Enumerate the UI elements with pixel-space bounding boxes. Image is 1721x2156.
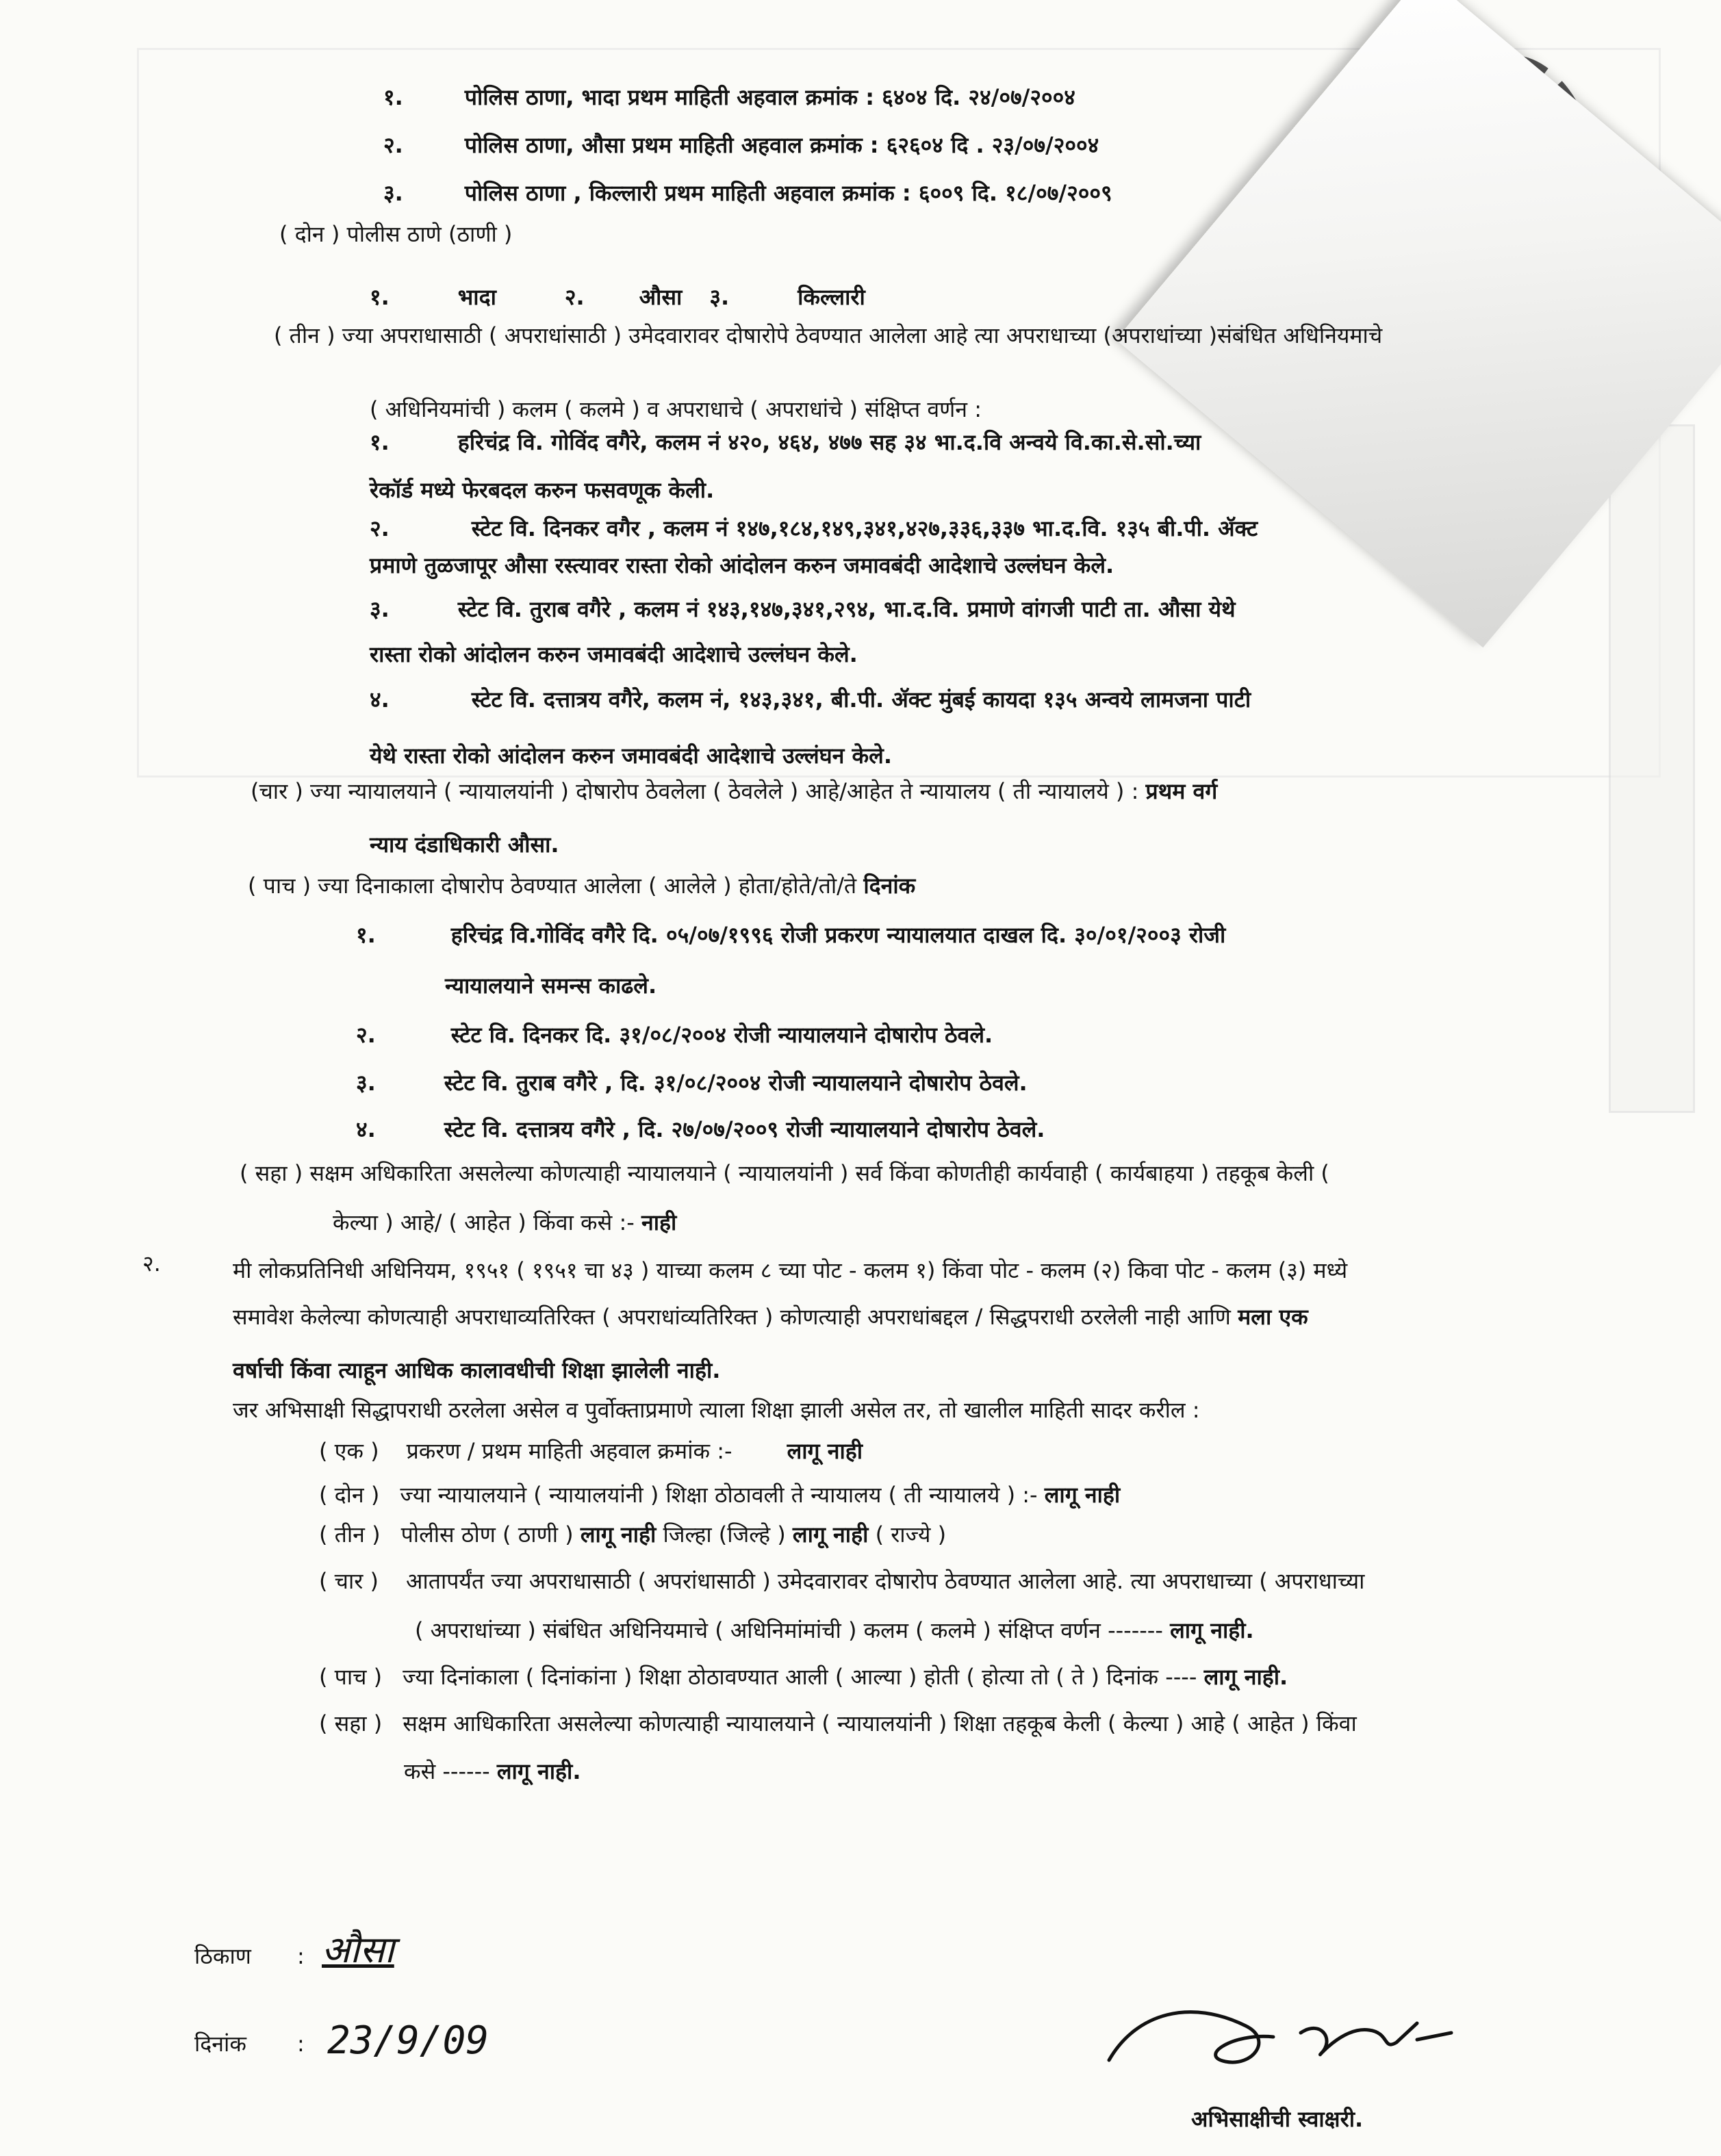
section-char: (चार ) ज्या न्यायालयाने ( न्यायालयांनी ) दोषारोप ठेवलेला ( ठेवलेले ) आहे/आहेत ते न्यायालय ( ती न्यायालये ) : प्रथम वर्ग [251,778,1218,804]
fir-item: ३. पोलिस ठाणा , किल्लारी प्रथम माहिती अहवाल क्रमांक : ६००९ दि. १८/०७/२००९ [383,180,1112,206]
charge-date-item: ४. स्टेट वि. दत्तात्रय वगैरे , दि. २७/०७/२००९ रोजी न्यायालयाने दोषारोप ठेवले. [356,1116,1045,1142]
info-item-cont: कसे ------ लागू नाही. [404,1758,581,1784]
signature-icon [1095,1985,1479,2094]
stamp-paper-strip [1609,424,1695,1113]
section-saha-line2: केल्या ) आहे/ ( आहेत ) किंवा कसे :- नाही [333,1209,677,1235]
signature-label: अभिसाक्षीची स्वाक्षरी. [1191,2106,1364,2132]
case-item: ४. स्टेट वि. दत्तात्रय वगैरे, कलम नं, १४३,३४१, बी.पी. ॲक्ट मुंबई कायदा १३५ अन्वये लामजना पाटी [370,686,1251,713]
date-colon: : [297,2031,305,2057]
info-item: ( एक ) प्रकरण / प्रथम माहिती अहवाल क्रमांक :- लागू नाही [319,1438,863,1464]
section-2-line: वर्षाची किंवा त्याहून आधिक कालावधीची शिक्षा झालेली नाही. [233,1357,721,1383]
case-item-cont: रास्ता रोको आंदोलन करुन जमावबंदी आदेशाचे उल्लंघन केले. [370,641,858,667]
section-2-number: २. [142,1250,161,1276]
charge-date-cont: न्यायालयाने समन्स काढले. [445,973,657,999]
date-handwritten: 23/9/09 [327,2018,489,2063]
place-handwritten: औसा [322,1928,394,1971]
case-item: ३. स्टेट वि. तुराब वगैरे , कलम नं १४३,१४७,३४१,२९४, भा.द.वि. प्रमाणे वांगजी पाटी ता. औसा येथे [370,596,1236,622]
section-paach: ( पाच ) ज्या दिनाकाला दोषारोप ठेवण्यात आलेला ( आलेले ) होता/होते/तो/ते दिनांक [248,873,916,899]
info-item-cont: ( अपराधांच्या ) संबंधित अधिनियमाचे ( अधिनिमांमांची ) कलम ( कलमे ) संक्षिप्त वर्णन ------- लागू नाही. [415,1617,1254,1643]
case-item-cont: प्रमाणे तुळजापूर औसा रस्त्यावर रास्ता रोको आंदोलन करुन जमावबंदी आदेशाचे उल्लंघन केले. [370,552,1114,578]
date-label: दिनांक [194,2031,246,2057]
section-2-line: समावेश केलेल्या कोणत्याही अपराधाव्यतिरिक्त ( अपराधांव्यतिरिक्त ) कोणत्याही अपराधांबद्दल / सिद्धपराधी ठरलेली नाही आणि मला एक [233,1304,1308,1330]
case-item-cont: रेकॉर्ड मध्ये फेरबदल करुन फसवणूक केली. [370,477,715,503]
station-list: १. भादा २. औसा ३. किल्लारी [370,284,865,310]
section-saha: ( सहा ) सक्षम अधिकारिता असलेल्या कोणत्याही न्यायालयाने ( न्यायालयांनी ) सर्व किंवा कोणतीही कार्यवाही ( कार्यबाहया ) तहकूब केली ( [240,1160,1329,1186]
fir-item: २. पोलिस ठाणा, औसा प्रथम माहिती अहवाल क्रमांक : ६२६०४ दि . २३/०७/२००४ [383,132,1099,158]
case-item-cont: येथे रास्ता रोको आंदोलन करुन जमावबंदी आदेशाचे उल्लंघन केले. [370,743,892,769]
section-2-line: मी लोकप्रतिनिधी अधिनियम, १९५१ ( १९५१ चा ४३ ) याच्या कलम ८ च्या पोट - कलम १) किंवा पोट - कलम (२) किवा पोट - कलम (३) मध्ये [233,1257,1348,1283]
fir-item: १. पोलिस ठाणा, भादा प्रथम माहिती अहवाल क्रमांक : ६४०४ दि. २४/०७/२००४ [383,84,1075,110]
place-colon: : [297,1943,305,1969]
charge-date-item: ३. स्टेट वि. तुराब वगैरे , दि. ३१/०८/२००४ रोजी न्यायालयाने दोषारोप ठेवले. [356,1070,1028,1096]
charge-date-item: १. हरिचंद्र वि.गोविंद वगैरे दि. ०५/०७/१९९६ रोजी प्रकरण न्यायालयात दाखल दि. ३०/०१/२००३ रोजी [356,922,1226,948]
info-item: ( तीन ) पोलीस ठोण ( ठाणी ) लागू नाही जिल्हा (जिल्हे ) लागू नाही ( राज्ये ) [319,1522,947,1548]
charge-date-item: २. स्टेट वि. दिनकर दि. ३१/०८/२००४ रोजी न्यायालयाने दोषारोप ठेवले. [356,1022,993,1048]
section-don: ( दोन ) पोलीस ठाणे (ठाणी ) [279,221,513,247]
info-item: ( दोन ) ज्या न्यायालयाने ( न्यायालयांनी ) शिक्षा ठोठावली ते न्यायालय ( ती न्यायालये ) :- लागू नाही [319,1482,1121,1508]
case-item: १. हरिचंद्र वि. गोविंद वगैरे, कलम नं ४२०, ४६४, ४७७ सह ३४ भा.द.वि अन्वये वि.का.से.सो.च्या [370,429,1201,455]
section-teen-line2: ( अधिनियमांची ) कलम ( कलमे ) व अपराधाचे ( अपराधांचे ) संक्षिप्त वर्णन : [370,396,982,422]
section-char-line2: न्याय दंडाधिकारी औसा. [370,832,559,858]
info-item: ( सहा ) सक्षम आधिकारिता असलेल्या कोणत्याही न्यायालयाने ( न्यायालयांनी ) शिक्षा तहकूब केली ( केल्या ) आहे ( आहेत ) किंवा [319,1710,1357,1736]
info-item: ( पाच ) ज्या दिनांकाला ( दिनांकांना ) शिक्षा ठोठावण्यात आली ( आल्या ) होती ( होत्या तो ( ते ) दिनांक ---- लागू नाही. [319,1664,1288,1690]
place-label: ठिकाण [194,1943,251,1969]
info-item: ( चार ) आतापर्यंत ज्या अपराधासाठी ( अपरांधासाठी ) उमेदवारावर दोषारोप ठेवण्यात आलेला आहे. त्या अपराधाच्या ( अपराधाच्या [319,1568,1365,1594]
section-teen: ( तीन ) ज्या अपराधासाठी ( अपराधांसाठी ) उमेदवारावर दोषारोपे ठेवण्यात आलेला आहे त्या अपराधाच्या (अपराधांच्या )संबंधित अधिनियमाचे [274,322,1383,348]
section-2-line: जर अभिसाक्षी सिद्धापराधी ठरलेला असेल व पुर्वोक्ताप्रमाणे त्याला शिक्षा झाली असेल तर, तो खालील माहिती सादर करील : [233,1397,1200,1423]
case-item: २. स्टेट वि. दिनकर वगैर , कलम नं १४७,१८४,१४९,३४१,४२७,३३६,३३७ भा.द.वि. १३५ बी.पी. ॲक्ट [370,515,1258,541]
